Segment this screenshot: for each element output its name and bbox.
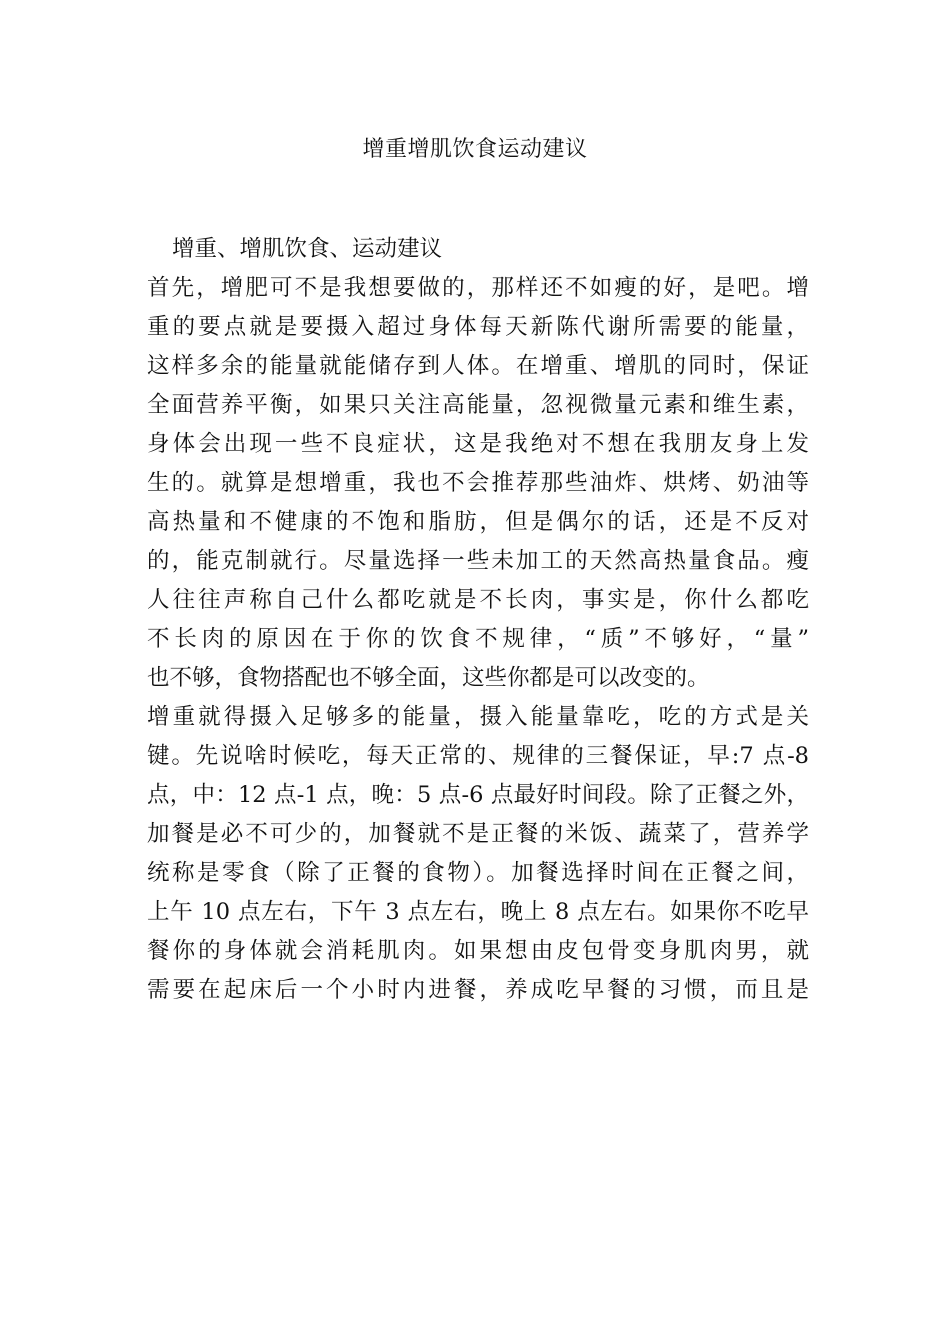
text-line: 增重就得摄入足够多的能量，摄入能量靠吃，吃的方式是关 bbox=[147, 704, 809, 730]
text-line: 统称是零食（除了正餐的食物）。加餐选择时间在正餐之间， bbox=[147, 860, 809, 886]
text-line: 点，中：12 点-1 点，晚：5 点-6 点最好时间段。除了正餐之外， bbox=[147, 782, 809, 808]
text-line: 餐你的身体就会消耗肌肉。如果想由皮包骨变身肌肉男，就 bbox=[147, 938, 809, 964]
text-line: 上午 10 点左右，下午 3 点左右，晚上 8 点左右。如果你不吃早 bbox=[147, 899, 809, 925]
text-line: 人往往声称自己什么都吃就是不长肉，事实是，你什么都吃 bbox=[147, 587, 809, 613]
paragraph-1 bbox=[147, 269, 809, 698]
text-line: 的，能克制就行。尽量选择一些未加工的天然高热量食品。瘦 bbox=[147, 548, 809, 574]
text-line: 生的。就算是想增重，我也不会推荐那些油炸、烘烤、奶油等 bbox=[147, 470, 809, 496]
text-line: 需要在起床后一个小时内进餐，养成吃早餐的习惯，而且是 bbox=[147, 977, 809, 1003]
text-line: 高热量和不健康的不饱和脂肪，但是偶尔的话，还是不反对 bbox=[147, 509, 809, 535]
text-line: 首先，增肥可不是我想要做的，那样还不如瘦的好，是吧。增 bbox=[147, 275, 809, 301]
document-title: 增重增肌饮食运动建议 bbox=[362, 137, 588, 162]
text-line: 这样多余的能量就能储存到人体。在增重、增肌的同时，保证 bbox=[147, 353, 809, 379]
text-line: 键。先说啥时候吃，每天正常的、规律的三餐保证，早:7 点-8 bbox=[147, 743, 809, 769]
document-body bbox=[147, 230, 809, 1010]
section-heading: 增重、增肌饮食、运动建议 bbox=[172, 236, 443, 262]
text-line: 全面营养平衡，如果只关注高能量，忽视微量元素和维生素， bbox=[147, 392, 809, 418]
text-line: 身体会出现一些不良症状，这是我绝对不想在我朋友身上发 bbox=[147, 431, 809, 457]
text-line: 加餐是必不可少的，加餐就不是正餐的米饭、蔬菜了，营养学 bbox=[147, 821, 809, 847]
text-line: 重的要点就是要摄入超过身体每天新陈代谢所需要的能量， bbox=[147, 314, 809, 340]
text-line: 不长肉的原因在于你的饮食不规律，“质”不够好，“量” bbox=[147, 626, 809, 652]
paragraph-2 bbox=[147, 698, 809, 1010]
text-line: 也不够，食物搭配也不够全面，这些你都是可以改变的。 bbox=[147, 665, 710, 691]
